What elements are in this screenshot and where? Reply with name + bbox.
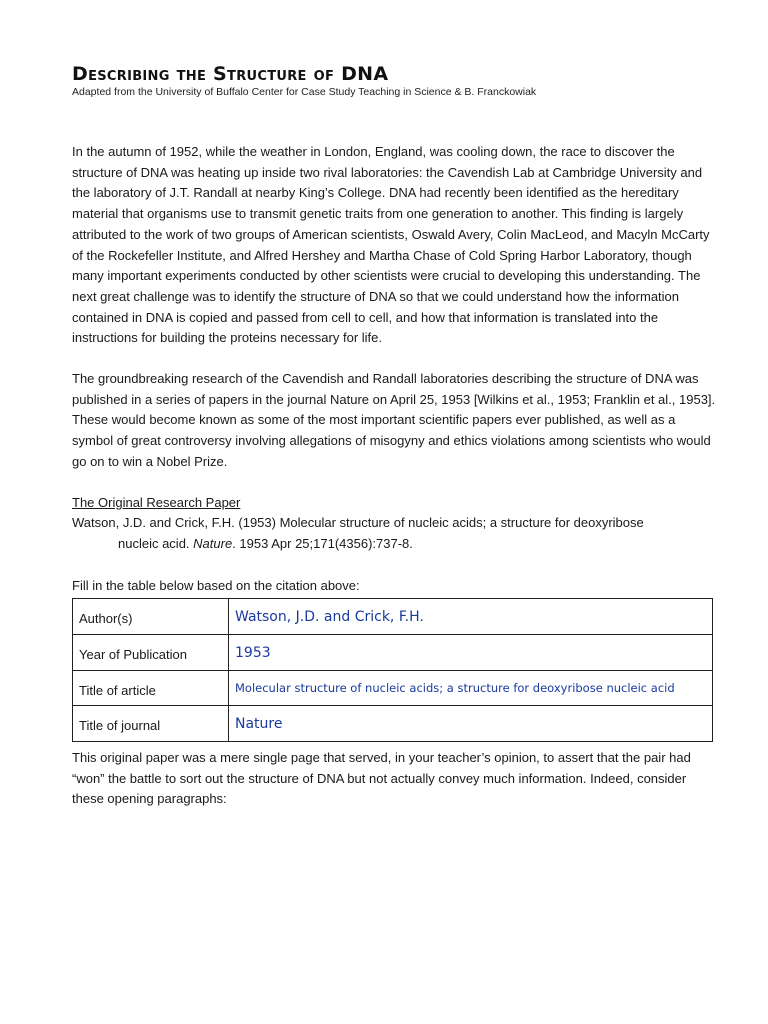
citation-text-b: . 1953 Apr 25;171(4356):737-8. [232,535,413,551]
row-label-authors: Author(s) [73,599,229,635]
citation-line-1: Watson, J.D. and Crick, F.H. (1953) Molecular structure of nucleic acids; a structure for deoxyribose [72,515,644,530]
citation-line-2 [72,534,720,555]
table-row [73,671,713,706]
research-paragraph: The groundbreaking research of the Cavendish and Randall laboratories describing the structure of DNA was published in a series of papers in the journal Nature on April 25, 1953 [Wilkins et al., 1953; Franklin et al., 1953]. These would become known as some of the most important scientific papers ever published, as well as a symbol of great controversy involving allegations of misogyny and ethics violations among scientists who would go on to win a Nobel Prize. [72,371,716,469]
table-row [73,599,713,635]
table-row [73,635,713,671]
answer-field-article-title[interactable]: Molecular structure of nucleic acids; a structure for deoxyribose nucleic acid [229,671,713,706]
citation-text-a: nucleic acid. [118,535,194,551]
row-label-journal-title: Title of journal [73,706,229,742]
table-instruction: Fill in the table below based on the citation above: [72,578,360,593]
citation-table [72,598,713,742]
row-label-year: Year of Publication [73,635,229,671]
table-row [73,706,713,742]
document-page [72,62,720,807]
answer-field-journal-title[interactable]: Nature [229,706,713,742]
citation-journal: Nature [193,535,233,551]
page-title: Describing the Structure of DNA [72,63,389,85]
intro-paragraph: In the autumn of 1952, while the weather in London, England, was cooling down, the race to discover the structure of DNA was heating up inside two rival laboratories: the Cavendish Lab at Cambridge University and the laboratory of J.T. Randall at nearby King’s College. DNA had recently been identified as the hereditary material that organisms use to transmit genetic traits from one generation to another. This finding is largely attributed to the work of two groups of American scientists, Oswald Avery, Colin MacLeod, and Macyln McCarty of the Rockefeller Institute, and Alfred Hershey and Martha Chase of Cold Spring Harbor Laboratory, though many important experiments conducted by other scientists were crucial to developing this understanding. The next great challenge was to identify the structure of DNA so that we could understand how the information contained in DNA is copied and passed from cell to cell, and how that information is translated into the instructions for building the proteins necessary for life. [72,144,710,346]
row-label-article-title: Title of article [73,671,229,706]
answer-field-year[interactable]: 1953 [229,635,713,671]
page-subtitle: Adapted from the University of Buffalo Center for Case Study Teaching in Science & B. Franckowiak [72,86,537,98]
citation [72,513,720,554]
answer-field-authors[interactable]: Watson, J.D. and Crick, F.H. [229,599,713,635]
section-heading: The Original Research Paper [72,495,241,510]
closing-paragraph: This original paper was a mere single page that served, in your teacher’s opinion, to assert that the pair had “won” the battle to sort out the structure of DNA but not actually convey much information. Indeed, consider these opening paragraphs: [72,750,691,807]
